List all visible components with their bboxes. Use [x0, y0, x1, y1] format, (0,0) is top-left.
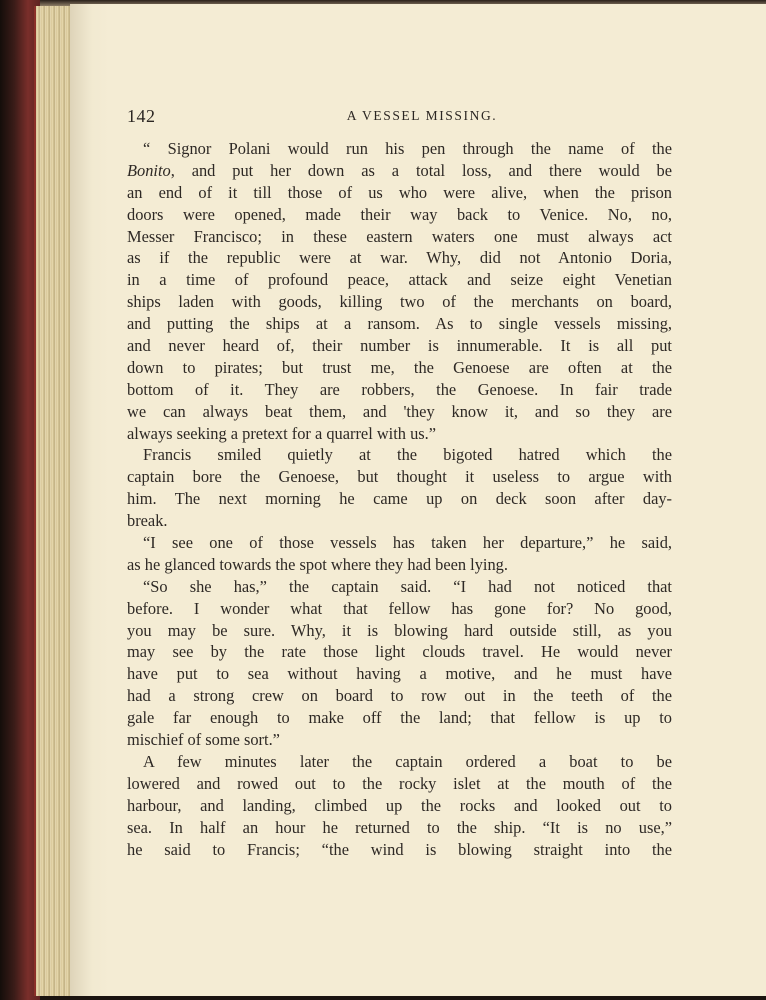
text-line: “ Signor Polani would run his pen through the name of the: [143, 139, 672, 158]
text-line: and putting the ships at a ransom. As to single vessels missing,: [127, 314, 672, 334]
text-line: sea. In half an hour he returned to the ship. “It is no use,”: [127, 817, 672, 837]
text-line: him. The next morning he came up on deck soon after day-: [127, 489, 672, 509]
text-line: down to pirates; but trust me, the Genoese are often at the: [127, 357, 672, 377]
text-line: Francis smiled quietly at the bigoted hatred which the: [143, 445, 672, 465]
text-line: may see by the rate those light clouds travel. He would never: [127, 642, 672, 662]
text-line: Messer Francisco; in these eastern waters one must always act: [127, 226, 672, 246]
text-line: “I see one of those vessels has taken her departure,” he said,: [143, 533, 672, 553]
text-line: bottom of it. They are robbers, the Genoese. In fair trade: [127, 379, 672, 399]
text-line: always seeking a pretext for a quarrel with us.”: [127, 423, 437, 443]
text-line: Bonito, and put her down as a total loss, and there would be: [127, 160, 672, 180]
running-title: A VESSEL MISSING.: [346, 108, 498, 123]
page-number: 142: [127, 106, 156, 126]
text-line: gale far enough to make off the land; that fellow is up to: [127, 708, 672, 728]
text-line: harbour, and landing, climbed up the rocks and looked out to: [127, 795, 672, 815]
text-line: we can always beat them, and 'they know it, and so they are: [127, 401, 672, 421]
text-line: break.: [127, 511, 168, 531]
text-line: doors were opened, made their way back to Venice. No, no,: [127, 204, 672, 224]
text-line: an end of it till those of us who were alive, when the prison: [127, 182, 672, 202]
text-line: had a strong crew on board to row out in the teeth of the: [127, 686, 672, 706]
text-line: captain bore the Genoese, but thought it useless to argue with: [127, 467, 672, 487]
text-line: before. I wonder what that fellow has gone for? No good,: [127, 598, 672, 618]
text-line: in a time of profound peace, attack and seize eight Venetian: [127, 270, 672, 290]
text-line: as if the republic were at war. Why, did not Antonio Doria,: [127, 248, 672, 268]
text-line: mischief of some sort.”: [127, 730, 280, 750]
text-line: lowered and rowed out to the rocky islet at the mouth of the: [127, 773, 672, 793]
text-line: have put to sea without having a motive, and he must have: [127, 664, 672, 684]
text-line: as he glanced towards the spot where they had been lying.: [127, 554, 508, 574]
ship-name: Bonito: [127, 160, 171, 180]
body-text: [127, 138, 672, 860]
text-line: and never heard of, their number is innumerable. It is all put: [127, 336, 672, 356]
page-header: [127, 106, 677, 130]
text-line: A few minutes later the captain ordered a boat to be: [143, 751, 672, 771]
text-line: you may be sure. Why, it is blowing hard outside still, as you: [127, 620, 672, 640]
text-line: he said to Francis; “the wind is blowing straight into the: [127, 839, 672, 859]
text-line: ships laden with goods, killing two of the merchants on board,: [127, 292, 672, 312]
text-line: “So she has,” the captain said. “I had not noticed that: [143, 576, 672, 596]
